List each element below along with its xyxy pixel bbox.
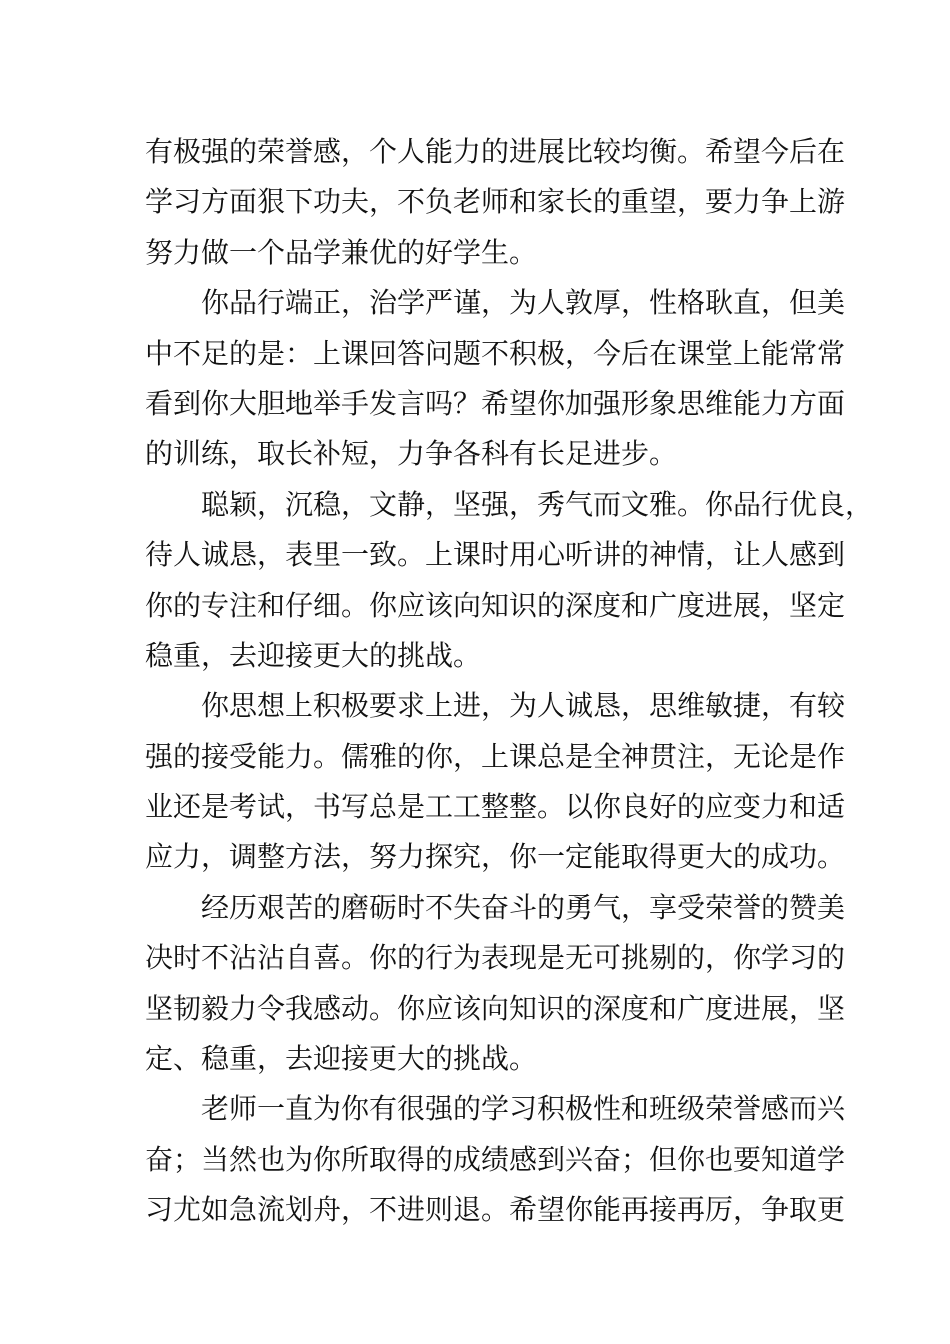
- text-line: 有极强的荣誉感，个人能力的进展比较均衡。希望今后在: [145, 135, 846, 168]
- text-line: 应力，调整方法，努力探究，你一定能取得更大的成功。: [145, 840, 846, 874]
- paragraph-first-line: 你思想上积极要求上进，为人诚恳，思维敏捷，有较: [201, 689, 846, 723]
- text-line: 习尤如急流划舟，不进则退。希望你能再接再厉，争取更: [145, 1193, 846, 1227]
- text-line: 稳重，去迎接更大的挑战。: [145, 638, 482, 672]
- text-line: 努力做一个品学兼优的好学生。: [145, 235, 538, 269]
- text-line: 中不足的是：上课回答问题不积极，今后在课堂上能常常: [145, 336, 846, 370]
- paragraph-first-line: 老师一直为你有很强的学习积极性和班级荣誉感而兴: [201, 1092, 846, 1126]
- text-line: 看到你大胆地举手发言吗？希望你加强形象思维能力方面: [145, 386, 846, 420]
- text-line: 业还是考试，书写总是工工整整。以你良好的应变力和适: [145, 790, 846, 824]
- text-line: 你的专注和仔细。你应该向知识的深度和广度进展，坚定: [145, 588, 846, 622]
- text-line: 的训练，取长补短，力争各科有长足进步。: [145, 437, 678, 471]
- text-line: 待人诚恳，表里一致。上课时用心听讲的神情，让人感到: [145, 538, 846, 572]
- text-line: 强的接受能力。儒雅的你，上课总是全神贯注，无论是作: [145, 739, 846, 773]
- document-body: [145, 127, 874, 1236]
- text-line: 决时不沾沾自喜。你的行为表现是无可挑剔的，你学习的: [145, 941, 846, 975]
- text-line: 学习方面狠下功夫，不负老师和家长的重望，要力争上游: [145, 185, 846, 219]
- paragraph-first-line: 经历艰苦的磨砺时不失奋斗的勇气，享受荣誉的赞美: [201, 890, 846, 924]
- paragraph-first-line: 你品行端正，治学严谨，为人敦厚，性格耿直，但美: [201, 286, 846, 320]
- text-line: 定、稳重，去迎接更大的挑战。: [145, 1042, 538, 1076]
- text-line: 坚韧毅力令我感动。你应该向知识的深度和广度进展，坚: [145, 991, 846, 1025]
- text-line: 奋；当然也为你所取得的成绩感到兴奋；但你也要知道学: [145, 1142, 846, 1176]
- paragraph-first-line: 聪颖，沉稳，文静，坚强，秀气而文雅。你品行优良，: [201, 487, 874, 521]
